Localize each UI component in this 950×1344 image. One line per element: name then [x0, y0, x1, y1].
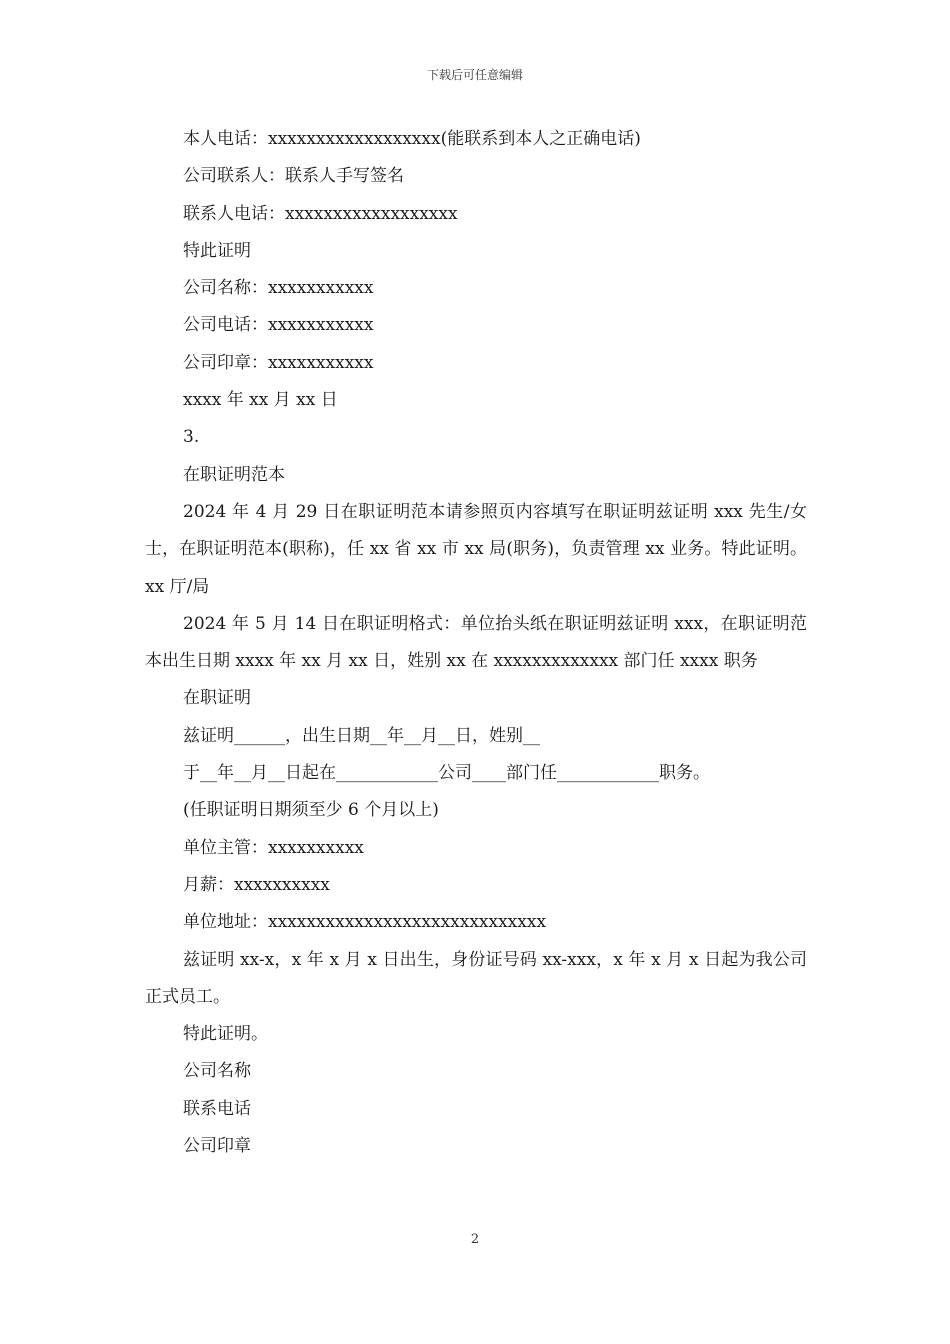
- paragraph-hereby-certify-2: 特此证明。: [183, 1024, 268, 1045]
- paragraph-company-phone: 公司电话：xxxxxxxxxxx: [183, 315, 374, 336]
- paragraph-duration-note: (任职证明日期须至少 6 个月以上): [183, 800, 439, 821]
- paragraph-company-name-2: 公司名称: [183, 1061, 251, 1082]
- paragraph-certificate-title: 在职证明: [183, 688, 251, 709]
- paragraph-employee-certify: 兹证明 xx-x，x 年 x 月 x 日出生，身份证号码 xx-xxx，x 年 x 月 x 日起为我公司正式员工。: [145, 949, 807, 1007]
- paragraph-date: xxxx 年 xx 月 xx 日: [183, 390, 338, 411]
- section-title: 在职证明范本: [183, 464, 285, 485]
- paragraph-company-name: 公司名称：xxxxxxxxxxx: [183, 278, 374, 299]
- page-header-note: 下载后可任意编辑: [426, 68, 523, 82]
- paragraph-unit-address: 单位地址：xxxxxxxxxxxxxxxxxxxxxxxxxxxxx: [183, 912, 547, 933]
- paragraph-sample-2: 2024 年 5 月 14 日在职证明格式：单位抬头纸在职证明兹证明 xxx，在职证明范本出生日期 xxxx 年 xx 月 xx 日，姓别 xx 在 xxxxxxxxxxxxx 部门任 xxxx 职务: [145, 613, 807, 672]
- paragraph-contact-phone-2: 联系电话: [183, 1098, 251, 1119]
- paragraph-form-line-2: 于__年__月__日起在____________公司____部门任____________职务。: [183, 763, 710, 784]
- page-number: 2: [470, 1232, 480, 1247]
- paragraph-personal-phone: 本人电话：xxxxxxxxxxxxxxxxxx(能联系到本人之正确电话): [183, 129, 641, 149]
- paragraph-company-seal: 公司印章：xxxxxxxxxxx: [183, 352, 374, 373]
- paragraph-form-line-1: 兹证明______，出生日期__年__月__日，姓别__: [183, 725, 540, 746]
- paragraph-monthly-salary: 月薪：xxxxxxxxxx: [183, 874, 330, 895]
- paragraph-company-contact: 公司联系人：联系人手写签名: [183, 166, 404, 187]
- paragraph-contact-phone: 联系人电话：xxxxxxxxxxxxxxxxxx: [183, 203, 458, 224]
- document-body: [145, 121, 807, 1165]
- paragraph-section-number: 3.: [183, 427, 200, 448]
- paragraph-company-seal-2: 公司印章: [183, 1136, 251, 1157]
- paragraph-sample-1: 2024 年 4 月 29 日在职证明范本请参照页内容填写在职证明兹证明 xxx 先生/女士，在职证明范本(职称)，任 xx 省 xx 市 xx 局(职务)，负责管理 xx 业务。特此证明。xx 厅/局: [145, 501, 807, 597]
- paragraph-hereby-certify: 特此证明: [183, 240, 251, 261]
- paragraph-supervisor: 单位主管：xxxxxxxxxx: [183, 837, 364, 858]
